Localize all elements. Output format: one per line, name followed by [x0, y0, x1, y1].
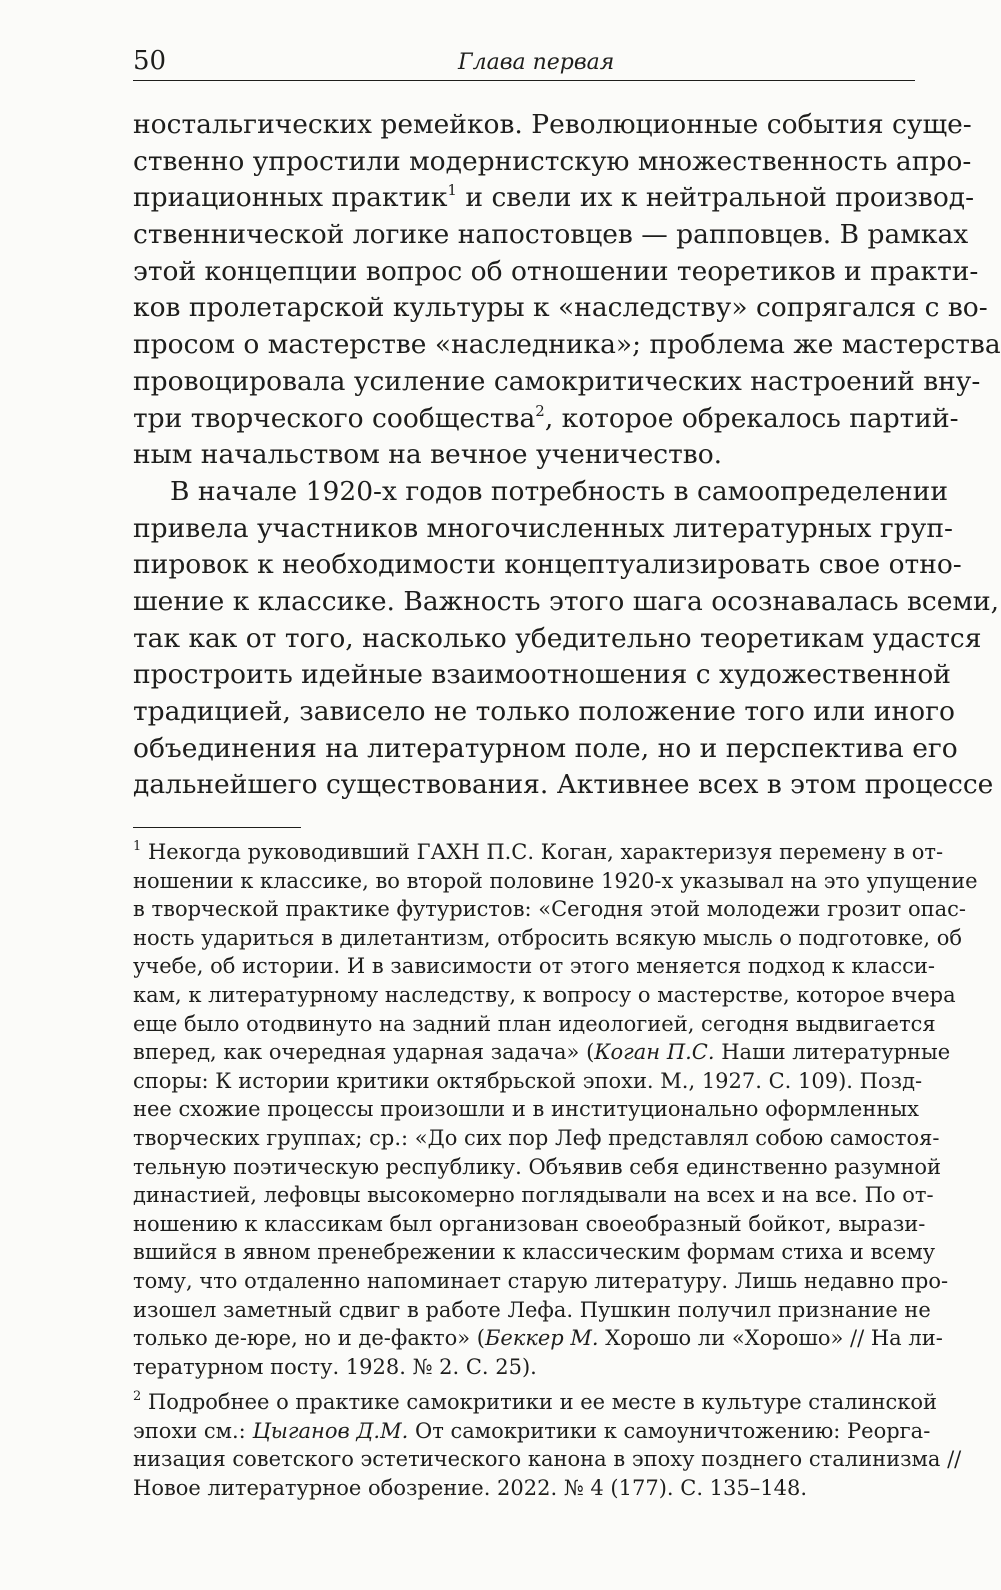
text-line: провоцировала усиление самокритических настроений вну-	[133, 365, 981, 397]
page-number: 50	[133, 46, 167, 76]
footnote-line: в творческой практике футуристов: «Сегодня этой молодежи грозит опас-	[133, 897, 966, 922]
footnote-line: тельную поэтическую республику. Объявив себя единственно разумной	[133, 1154, 942, 1179]
running-head: Глава первая	[458, 50, 615, 75]
text-line: дальнейшего существования. Активнее всех в этом процессе	[133, 769, 994, 801]
page-header	[133, 46, 915, 84]
text-line: просом о мастерстве «наследника»; проблема же мастерства	[133, 329, 1001, 361]
text-line: традицией, зависело не только положение того или иного	[133, 696, 955, 727]
footnote-separator	[133, 827, 301, 828]
footnote-line: тературном посту. 1928. № 2. С. 25).	[133, 1354, 537, 1379]
footnote-marker-2: 2	[133, 1389, 142, 1405]
footnote-line: кам, к литературному наследству, к вопросу о мастерстве, которое вчера	[133, 982, 956, 1007]
footnote-line: изошел заметный сдвиг в работе Лефа. Пушкин получил признание не	[133, 1297, 931, 1322]
footnote-line: споры: К истории критики октябрьской эпохи. М., 1927. С. 109). Позд-	[133, 1068, 923, 1093]
footnote-line: вперед, как очередная ударная задача» (Коган П.С. Наши литературные	[133, 1040, 951, 1065]
main-text	[133, 107, 1001, 804]
footnote-line: нее схожие процессы произошли и в институционально оформленных	[133, 1097, 919, 1122]
text-line: привела участников многочисленных литературных груп-	[133, 512, 953, 544]
footnote-line: тому, что отдаленно напоминает старую литературу. Лишь недавно про-	[133, 1268, 949, 1293]
footnote-line: вшийся в явном пренебрежении к классическим формам стиха и всему	[133, 1240, 936, 1265]
footnote-line: ношению к классикам был организован своеобразный бойкот, вырази-	[133, 1211, 926, 1236]
text-line: ков пролетарской культуры к «наследству» сопрягался с во-	[133, 292, 988, 324]
footnotes	[133, 838, 978, 1503]
paragraph-1	[133, 107, 1001, 474]
text-line: ностальгических ремейков. Революционные события суще-	[133, 109, 972, 140]
text-line: ственнической логике напостовцев — рапповцев. В рамках	[133, 219, 969, 251]
footnote-line: низация советского эстетического канона в эпоху позднего сталинизма //	[133, 1447, 962, 1472]
text-line: простроить идейные взаимоотношения с художественной	[133, 659, 951, 691]
text-line: пировок к необходимости концептуализировать свое отно-	[133, 549, 962, 581]
footnote-line: ность удариться в дилетантизм, отбросить всякую мысль о подготовке, об	[133, 925, 962, 950]
footnote-line: еще было отодвинуто на задний план идеологией, сегодня выдвигается	[133, 1011, 936, 1036]
footnote-line: $^1$ Некогда руководивший ГАХН П.С. Коган, характеризуя перемену в от-	[133, 839, 944, 864]
footnote-line: династией, лефовцы высокомерно поглядывали на всех и на все. По от-	[133, 1183, 934, 1208]
footnote-2	[133, 1388, 962, 1502]
footnote-line: $^2$ Подробнее о практике самокритики и ее месте в культуре сталинской	[133, 1389, 938, 1415]
paragraph-2	[133, 474, 1000, 804]
text-line: так как от того, насколько убедительно теоретикам удастся	[133, 622, 982, 654]
author-citation: Коган П.С.	[594, 1040, 715, 1065]
footnote-line: ношении к классике, во второй половине 1920-х указывал на это упущение	[133, 868, 978, 893]
footnote-line: учебе, об истории. И в зависимости от этого меняется подход к класси-	[133, 954, 935, 979]
footnote-line: творческих группах; ср.: «До сих пор Леф представлял собою самостоя-	[133, 1125, 940, 1150]
author-citation: Цыганов Д.М.	[252, 1418, 409, 1443]
text-line: ным начальством на вечное ученичество.	[133, 439, 723, 471]
footnote-marker-1: 1	[133, 839, 142, 854]
text-line: В начале 1920-х годов потребность в самоопределении	[170, 475, 948, 507]
text-line: объединения на литературном поле, но и перспектива его	[133, 732, 958, 764]
author-citation: Беккер М.	[484, 1326, 599, 1351]
text-line: ственно упростили модернистскую множественность апро-	[133, 145, 972, 177]
footnote-line: эпохи см.: Цыганов Д.М. От самокритики к самоуничтожению: Реорга-	[133, 1418, 931, 1443]
footnote-ref-2[interactable]: 2	[535, 401, 545, 420]
footnote-line: только де-юре, но и де-факто» (Беккер М. Хорошо ли «Хорошо» // На ли-	[133, 1326, 943, 1351]
text-line: шение к классике. Важность этого шага осознавалась всеми,	[133, 585, 1000, 617]
text-line: этой концепции вопрос об отношении теоретиков и практи-	[133, 255, 979, 287]
text-line: три творческого сообщества$^2$, которое обрекалось партий-	[133, 401, 959, 434]
footnote-ref-1[interactable]: 1	[447, 181, 457, 200]
footnote-line: Новое литературное обозрение. 2022. № 4 (177). С. 135–148.	[133, 1476, 808, 1501]
text-line: приационных практик$^1$ и свели их к нейтральной производ-	[133, 181, 975, 214]
header-rule	[133, 80, 915, 81]
footnote-1	[133, 838, 978, 1381]
